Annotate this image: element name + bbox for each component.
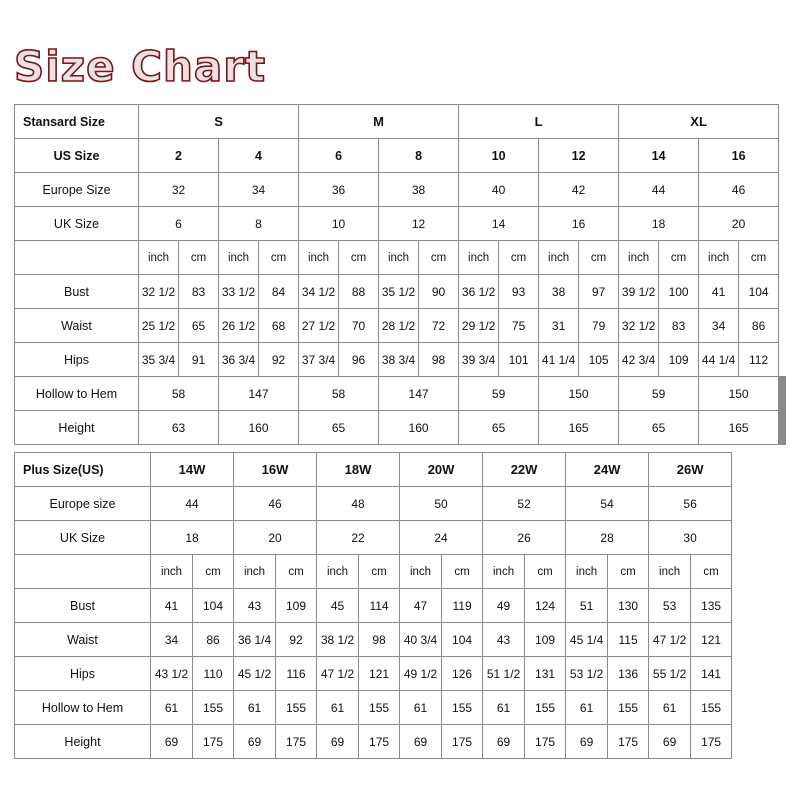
cell: 175 bbox=[359, 725, 400, 759]
cell: 155 bbox=[193, 691, 234, 725]
unit-cell: cm bbox=[608, 555, 649, 589]
table-row bbox=[15, 207, 786, 241]
group-22w: 22W bbox=[483, 453, 566, 487]
row-label-waist: Waist bbox=[15, 309, 139, 343]
cell: 39 1/2 bbox=[619, 275, 659, 309]
standard-size-table bbox=[14, 104, 786, 445]
unit-cell: inch bbox=[649, 555, 691, 589]
cell: 109 bbox=[276, 589, 317, 623]
row-label-height: Height bbox=[15, 725, 151, 759]
cell: 51 1/2 bbox=[483, 657, 525, 691]
cell: 40 bbox=[459, 173, 539, 207]
row-label-uk-size: UK Size bbox=[15, 207, 139, 241]
cell: 69 bbox=[483, 725, 525, 759]
cell: 35 3/4 bbox=[139, 343, 179, 377]
table-row bbox=[15, 275, 786, 309]
cell: 32 bbox=[139, 173, 219, 207]
unit-row-label bbox=[15, 241, 139, 275]
cell: 46 bbox=[234, 487, 317, 521]
cell: 47 bbox=[400, 589, 442, 623]
row-label-europe-size: Europe size bbox=[15, 487, 151, 521]
cell: 48 bbox=[317, 487, 400, 521]
cell: 69 bbox=[151, 725, 193, 759]
cell: 55 1/2 bbox=[649, 657, 691, 691]
cell: 36 bbox=[299, 173, 379, 207]
group-14w: 14W bbox=[151, 453, 234, 487]
cell: 155 bbox=[525, 691, 566, 725]
cell: 26 bbox=[483, 521, 566, 555]
cell: 49 bbox=[483, 589, 525, 623]
unit-cell: inch bbox=[539, 241, 579, 275]
cell: 92 bbox=[276, 623, 317, 657]
cell: 68 bbox=[259, 309, 299, 343]
cell: 34 bbox=[699, 309, 739, 343]
group-20w: 20W bbox=[400, 453, 483, 487]
cell: 61 bbox=[234, 691, 276, 725]
row-label-height: Height bbox=[15, 411, 139, 445]
cell: 124 bbox=[525, 589, 566, 623]
cell: 37 3/4 bbox=[299, 343, 339, 377]
cell: 93 bbox=[499, 275, 539, 309]
unit-cell: cm bbox=[339, 241, 379, 275]
cell: 59 bbox=[619, 377, 699, 411]
cell: 6 bbox=[299, 139, 379, 173]
cell: 61 bbox=[400, 691, 442, 725]
cell: 20 bbox=[699, 207, 779, 241]
cell: 45 bbox=[317, 589, 359, 623]
row-label-us-size: US Size bbox=[15, 139, 139, 173]
cell: 175 bbox=[442, 725, 483, 759]
cell: 42 bbox=[539, 173, 619, 207]
cell: 136 bbox=[608, 657, 649, 691]
cell: 147 bbox=[379, 377, 459, 411]
unit-cell: inch bbox=[379, 241, 419, 275]
cell: 147 bbox=[219, 377, 299, 411]
cell: 104 bbox=[739, 275, 779, 309]
cell: 26 1/2 bbox=[219, 309, 259, 343]
cell: 155 bbox=[691, 691, 732, 725]
cell: 34 1/2 bbox=[299, 275, 339, 309]
cell: 61 bbox=[483, 691, 525, 725]
cell: 41 bbox=[699, 275, 739, 309]
table-row bbox=[15, 657, 732, 691]
cell: 38 3/4 bbox=[379, 343, 419, 377]
row-label-hips: Hips bbox=[15, 343, 139, 377]
cell: 58 bbox=[139, 377, 219, 411]
cell: 22 bbox=[317, 521, 400, 555]
unit-cell: inch bbox=[299, 241, 339, 275]
cell: 61 bbox=[151, 691, 193, 725]
cell: 86 bbox=[193, 623, 234, 657]
cell: 109 bbox=[525, 623, 566, 657]
cell: 150 bbox=[539, 377, 619, 411]
cell: 16 bbox=[699, 139, 779, 173]
cell: 45 1/2 bbox=[234, 657, 276, 691]
cell: 126 bbox=[442, 657, 483, 691]
cell: 18 bbox=[151, 521, 234, 555]
cell: 59 bbox=[459, 377, 539, 411]
cell: 34 bbox=[151, 623, 193, 657]
row-label-uk-size: UK Size bbox=[15, 521, 151, 555]
cell: 31 bbox=[539, 309, 579, 343]
cell: 97 bbox=[579, 275, 619, 309]
table-row bbox=[15, 173, 786, 207]
table-row-units bbox=[15, 241, 786, 275]
cell bbox=[785, 377, 786, 411]
unit-cell: inch bbox=[400, 555, 442, 589]
cell: 141 bbox=[691, 657, 732, 691]
unit-cell: cm bbox=[579, 241, 619, 275]
table-row-header bbox=[15, 105, 786, 139]
cell: 61 bbox=[566, 691, 608, 725]
cell: 63 bbox=[139, 411, 219, 445]
cell: 100 bbox=[659, 275, 699, 309]
unit-cell: inch bbox=[234, 555, 276, 589]
cell: 43 bbox=[234, 589, 276, 623]
unit-cell: inch bbox=[699, 241, 739, 275]
table-row bbox=[15, 343, 786, 377]
cell: 175 bbox=[525, 725, 566, 759]
cell: 38 1/2 bbox=[317, 623, 359, 657]
cell: 91 bbox=[179, 343, 219, 377]
unit-cell: cm bbox=[259, 241, 299, 275]
cell: 53 bbox=[649, 589, 691, 623]
group-l: L bbox=[459, 105, 619, 139]
cell: 155 bbox=[359, 691, 400, 725]
group-18w: 18W bbox=[317, 453, 400, 487]
table-row bbox=[15, 377, 786, 411]
cell: 58 bbox=[299, 377, 379, 411]
cell: 53 1/2 bbox=[566, 657, 608, 691]
table-row bbox=[15, 521, 732, 555]
cell: 72 bbox=[419, 309, 459, 343]
table-row bbox=[15, 725, 732, 759]
cell: 105 bbox=[579, 343, 619, 377]
cell: 114 bbox=[359, 589, 400, 623]
cell: 83 bbox=[659, 309, 699, 343]
cell: 110 bbox=[193, 657, 234, 691]
group-xl: XL bbox=[619, 105, 779, 139]
cell: 116 bbox=[276, 657, 317, 691]
unit-cell: inch bbox=[483, 555, 525, 589]
table-row bbox=[15, 309, 786, 343]
cell: 54 bbox=[566, 487, 649, 521]
cell: 30 bbox=[649, 521, 732, 555]
cell: 51 bbox=[566, 589, 608, 623]
group-24w: 24W bbox=[566, 453, 649, 487]
cell: 50 bbox=[400, 487, 483, 521]
cell: 101 bbox=[499, 343, 539, 377]
cell: 61 bbox=[317, 691, 359, 725]
cell: 49 1/2 bbox=[400, 657, 442, 691]
table-row bbox=[15, 691, 732, 725]
row-label-hollow-to-hem: Hollow to Hem bbox=[15, 377, 139, 411]
cell: 32 1/2 bbox=[619, 309, 659, 343]
cell: 69 bbox=[234, 725, 276, 759]
unit-cell: inch bbox=[459, 241, 499, 275]
cell: 35 1/2 bbox=[379, 275, 419, 309]
unit-cell: cm bbox=[659, 241, 699, 275]
unit-cell: inch bbox=[219, 241, 259, 275]
cell: 43 1/2 bbox=[151, 657, 193, 691]
cell: 131 bbox=[525, 657, 566, 691]
row-label-bust: Bust bbox=[15, 275, 139, 309]
cell: 36 1/4 bbox=[234, 623, 276, 657]
unit-cell: cm bbox=[193, 555, 234, 589]
cell: 6 bbox=[139, 207, 219, 241]
cell: 10 bbox=[299, 207, 379, 241]
table-row-units bbox=[15, 555, 732, 589]
cell: 69 bbox=[649, 725, 691, 759]
cell: 79 bbox=[579, 309, 619, 343]
cell: 69 bbox=[317, 725, 359, 759]
cell: 90 bbox=[419, 275, 459, 309]
cell: 25 1/2 bbox=[139, 309, 179, 343]
table-row-header bbox=[15, 453, 732, 487]
cell: 165 bbox=[539, 411, 619, 445]
unit-cell: cm bbox=[442, 555, 483, 589]
cell: 119 bbox=[442, 589, 483, 623]
cell: 96 bbox=[339, 343, 379, 377]
group-26w: 26W bbox=[649, 453, 732, 487]
cell: 45 1/4 bbox=[566, 623, 608, 657]
cell: 84 bbox=[259, 275, 299, 309]
cell: 70 bbox=[339, 309, 379, 343]
cell: 121 bbox=[691, 623, 732, 657]
row-label-europe-size: Europe Size bbox=[15, 173, 139, 207]
cell: 40 3/4 bbox=[400, 623, 442, 657]
cell: 39 3/4 bbox=[459, 343, 499, 377]
row-label-bust: Bust bbox=[15, 589, 151, 623]
unit-cell: inch bbox=[151, 555, 193, 589]
cell: 175 bbox=[193, 725, 234, 759]
cell: 8 bbox=[379, 139, 459, 173]
table-row bbox=[15, 623, 732, 657]
cell: 115 bbox=[608, 623, 649, 657]
cell: 150 bbox=[699, 377, 779, 411]
cell: 36 3/4 bbox=[219, 343, 259, 377]
plus-size-label: Plus Size(US) bbox=[15, 453, 151, 487]
cell: 44 bbox=[619, 173, 699, 207]
cell: 65 bbox=[299, 411, 379, 445]
cell: 47 1/2 bbox=[317, 657, 359, 691]
unit-cell: inch bbox=[139, 241, 179, 275]
unit-cell: inch bbox=[317, 555, 359, 589]
cell: 14 bbox=[459, 207, 539, 241]
cell: 165 bbox=[699, 411, 779, 445]
cell: 12 bbox=[539, 139, 619, 173]
unit-cell: inch bbox=[619, 241, 659, 275]
cell: 56 bbox=[649, 487, 732, 521]
cell: 175 bbox=[608, 725, 649, 759]
cell: 38 bbox=[379, 173, 459, 207]
cell: 41 1/4 bbox=[539, 343, 579, 377]
cell: 135 bbox=[691, 589, 732, 623]
cell: 160 bbox=[379, 411, 459, 445]
unit-cell: cm bbox=[525, 555, 566, 589]
cell: 104 bbox=[193, 589, 234, 623]
row-label-hollow-to-hem: Hollow to Hem bbox=[15, 691, 151, 725]
cell: 2 bbox=[139, 139, 219, 173]
cell: 155 bbox=[442, 691, 483, 725]
cell: 16 bbox=[539, 207, 619, 241]
group-s: S bbox=[139, 105, 299, 139]
cell: 83 bbox=[179, 275, 219, 309]
group-16w: 16W bbox=[234, 453, 317, 487]
cell: 44 1/4 bbox=[699, 343, 739, 377]
table-row bbox=[15, 487, 732, 521]
cell: 65 bbox=[459, 411, 539, 445]
cell: 175 bbox=[276, 725, 317, 759]
cell: 69 bbox=[400, 725, 442, 759]
cell: 33 1/2 bbox=[219, 275, 259, 309]
cell: 175 bbox=[691, 725, 732, 759]
cell bbox=[785, 411, 786, 445]
cell: 36 1/2 bbox=[459, 275, 499, 309]
cell: 47 1/2 bbox=[649, 623, 691, 657]
cell: 46 bbox=[699, 173, 779, 207]
cell: 41 bbox=[151, 589, 193, 623]
cell: 88 bbox=[339, 275, 379, 309]
unit-cell: cm bbox=[691, 555, 732, 589]
cell: 92 bbox=[259, 343, 299, 377]
unit-row-label bbox=[15, 555, 151, 589]
cell: 14 bbox=[619, 139, 699, 173]
cell: 121 bbox=[359, 657, 400, 691]
cell: 12 bbox=[379, 207, 459, 241]
row-label-waist: Waist bbox=[15, 623, 151, 657]
unit-cell: cm bbox=[276, 555, 317, 589]
unit-cell: cm bbox=[179, 241, 219, 275]
table-row bbox=[15, 139, 786, 173]
cell: 29 1/2 bbox=[459, 309, 499, 343]
cell: 28 1/2 bbox=[379, 309, 419, 343]
cell: 44 bbox=[151, 487, 234, 521]
cell: 160 bbox=[219, 411, 299, 445]
cell: 38 bbox=[539, 275, 579, 309]
cell: 65 bbox=[179, 309, 219, 343]
page-title: Size Chart bbox=[14, 42, 267, 91]
cell: 65 bbox=[619, 411, 699, 445]
table-row bbox=[15, 411, 786, 445]
cell: 98 bbox=[419, 343, 459, 377]
cell: 69 bbox=[566, 725, 608, 759]
cell: 24 bbox=[400, 521, 483, 555]
cell: 27 1/2 bbox=[299, 309, 339, 343]
cell: 75 bbox=[499, 309, 539, 343]
cell: 43 bbox=[483, 623, 525, 657]
plus-size-table bbox=[14, 452, 732, 759]
unit-cell: cm bbox=[419, 241, 459, 275]
cell: 61 bbox=[649, 691, 691, 725]
cell: 42 3/4 bbox=[619, 343, 659, 377]
cell: 155 bbox=[276, 691, 317, 725]
cell: 32 1/2 bbox=[139, 275, 179, 309]
row-label-hips: Hips bbox=[15, 657, 151, 691]
unit-cell: cm bbox=[499, 241, 539, 275]
cell: 52 bbox=[483, 487, 566, 521]
unit-cell: cm bbox=[359, 555, 400, 589]
cell: 34 bbox=[219, 173, 299, 207]
cell: 20 bbox=[234, 521, 317, 555]
cell: 86 bbox=[739, 309, 779, 343]
cell: 18 bbox=[619, 207, 699, 241]
table-row bbox=[15, 589, 732, 623]
cell: 28 bbox=[566, 521, 649, 555]
cell: 10 bbox=[459, 139, 539, 173]
cell: 112 bbox=[739, 343, 779, 377]
unit-cell: inch bbox=[566, 555, 608, 589]
standard-size-label: Stansard Size bbox=[15, 105, 139, 139]
cell: 104 bbox=[442, 623, 483, 657]
cell: 109 bbox=[659, 343, 699, 377]
group-m: M bbox=[299, 105, 459, 139]
cell: 4 bbox=[219, 139, 299, 173]
cell: 130 bbox=[608, 589, 649, 623]
cell: 8 bbox=[219, 207, 299, 241]
unit-cell: cm bbox=[739, 241, 779, 275]
cell: 155 bbox=[608, 691, 649, 725]
cell: 98 bbox=[359, 623, 400, 657]
